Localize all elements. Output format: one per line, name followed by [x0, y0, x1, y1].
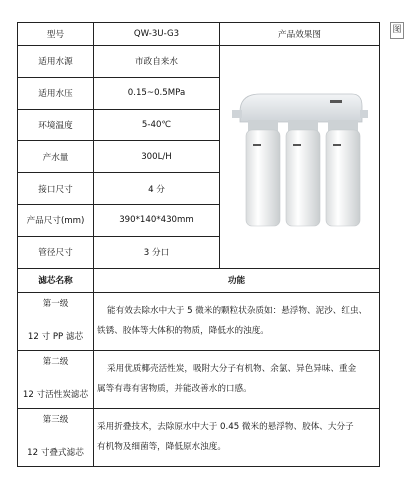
filter-function-line: 采用优质椰壳活性炭，吸附大分子有机物、余氯、异色异味、重金: [107, 364, 357, 375]
header-model-value: QW-3U-G3: [94, 23, 220, 46]
product-image-cell: [220, 46, 380, 269]
product-image: [230, 82, 370, 232]
filter-function-cell: [94, 292, 380, 350]
filter-function-line: 属等有毒有害物质，并能改善水的口感。: [97, 384, 252, 395]
row-value: 市政自来水: [94, 46, 220, 78]
row-label: 环境温度: [18, 109, 94, 141]
filter-function-header: 功能: [94, 268, 380, 292]
filter-function-cell: [94, 408, 380, 466]
header-row: [18, 23, 380, 46]
filter-housing-3: [326, 120, 360, 226]
filter-stage: 第三级: [42, 415, 69, 426]
filter-row: [18, 408, 380, 466]
header-model-label: 型号: [18, 23, 94, 46]
row-value: 0.15~0.5MPa: [94, 77, 220, 109]
filter-header-row: [18, 268, 380, 292]
filter-name-cell: [18, 350, 94, 408]
row-label: 适用水源: [18, 46, 94, 78]
row-value: 390*140*430mm: [94, 204, 220, 236]
filter-housing-1: [246, 120, 280, 226]
filter-function-cell: [94, 350, 380, 408]
filter-function-line: 铁锈、胶体等大体积的物质，降低水的浊度。: [97, 326, 269, 337]
side-tab[interactable]: 图: [390, 22, 404, 39]
row-label: 接口尺寸: [18, 173, 94, 205]
row-value: 3 分口: [94, 236, 220, 268]
row-label: 产品尺寸(mm): [18, 204, 94, 236]
filter-row: [18, 292, 380, 350]
row-label: 适用水压: [18, 77, 94, 109]
filter-name: 12 寸叠式滤芯: [27, 448, 84, 459]
filter-name-header: 滤芯名称: [18, 268, 94, 292]
filter-housing-2: [286, 120, 320, 226]
row-value: 4 分: [94, 173, 220, 205]
filter-name: 12 寸 PP 滤芯: [27, 332, 84, 343]
filter-name: 12 寸活性炭滤芯: [22, 390, 89, 401]
row-label: 管径尺寸: [18, 236, 94, 268]
filter-function-line: 采用折叠技术，去除原水中大于 0.45 微米的悬浮物、胶体、大分子: [97, 422, 354, 433]
row-value: 300L/H: [94, 141, 220, 173]
filter-function-line: 有机物及细菌等，降低原水浊度。: [97, 442, 226, 453]
filter-stage: 第二级: [42, 357, 69, 368]
header-image-label: 产品效果图: [220, 23, 380, 46]
filter-name-cell: [18, 408, 94, 466]
filter-row: [18, 350, 380, 408]
row-value: 5-40℃: [94, 109, 220, 141]
filter-name-cell: [18, 292, 94, 350]
table-row: [18, 46, 380, 78]
filter-stage: 第一级: [42, 299, 69, 310]
filter-function-line: 能有效去除水中大于 5 微米的颗粒状杂质如：悬浮物、泥沙、红虫、: [107, 306, 368, 317]
row-label: 产水量: [18, 141, 94, 173]
spec-table: [17, 22, 380, 467]
